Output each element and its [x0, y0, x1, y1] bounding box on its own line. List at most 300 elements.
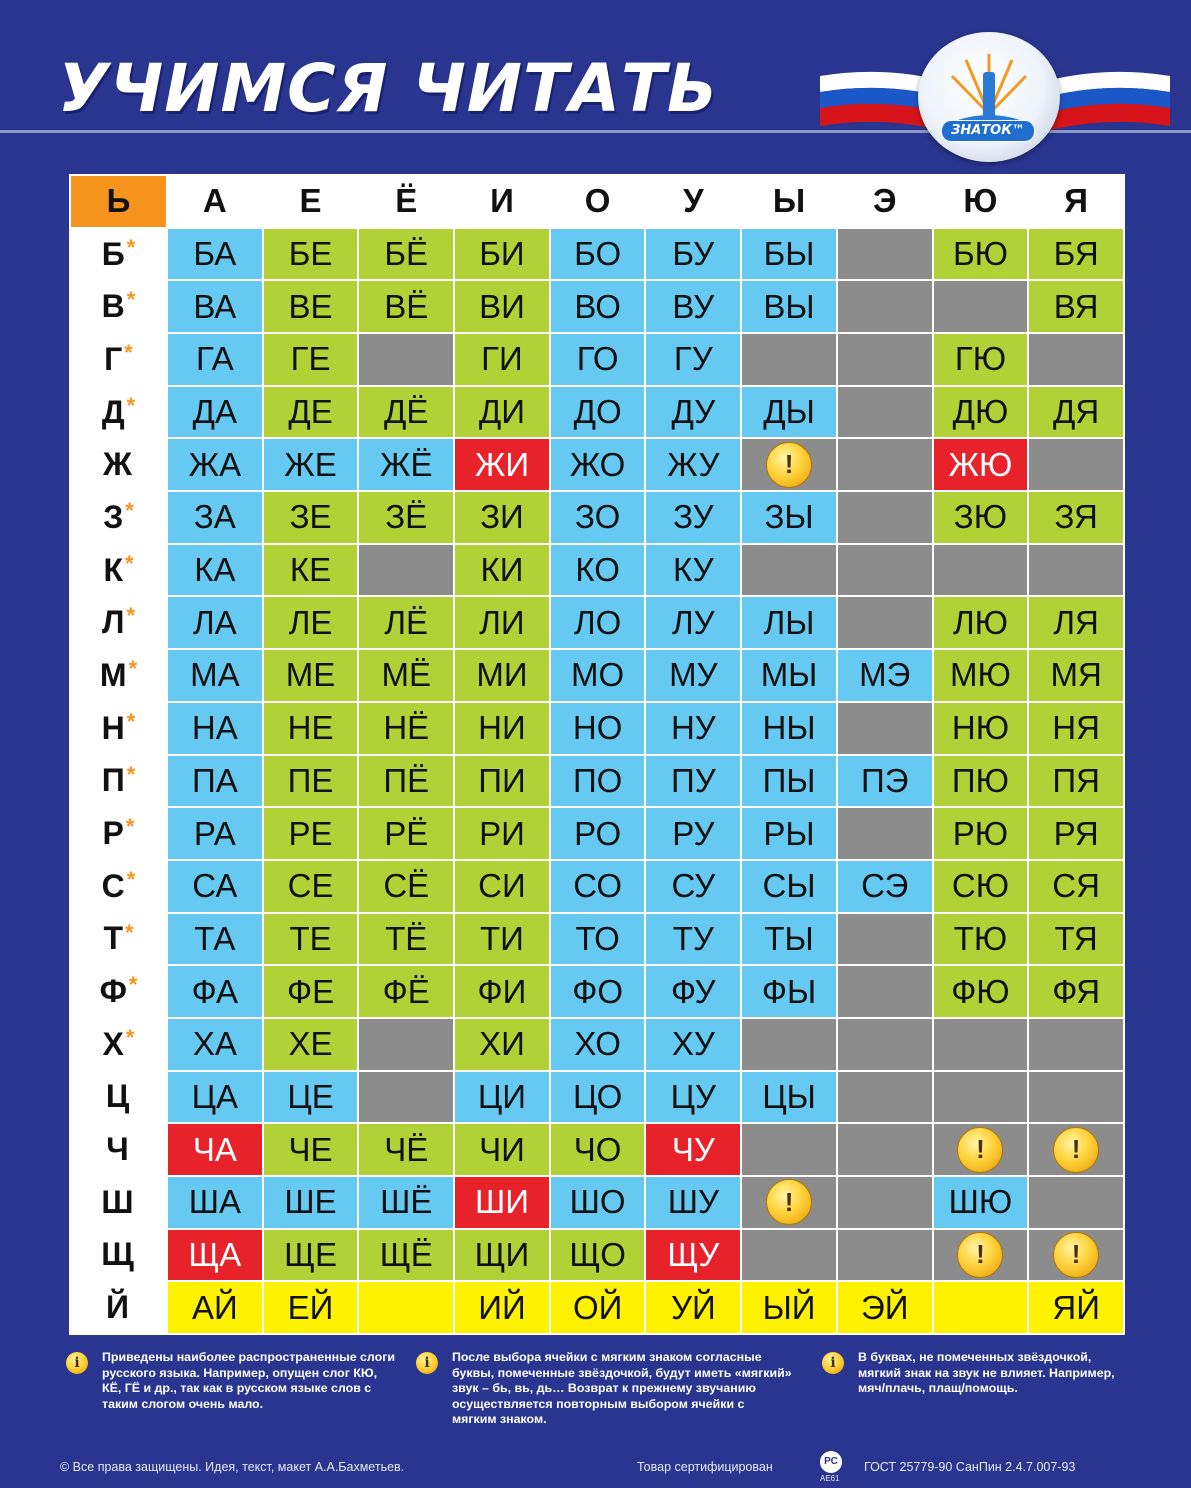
empty-cell: [838, 1019, 932, 1070]
empty-cell: [838, 387, 932, 438]
consonant-header[interactable]: [71, 861, 166, 912]
syllable-cell[interactable]: ШО: [551, 1177, 645, 1228]
empty-cell: [1029, 1072, 1123, 1123]
syllable-cell[interactable]: ВИ: [455, 281, 549, 332]
empty-cell: [1029, 545, 1123, 596]
syllable-cell[interactable]: ЧЁ: [359, 1124, 453, 1175]
empty-cell: [1029, 439, 1123, 490]
syllable-cell[interactable]: ДЕ: [264, 387, 358, 438]
consonant-letter: В: [101, 288, 125, 325]
syllable-cell[interactable]: ЩО: [551, 1230, 645, 1281]
empty-cell: [838, 1230, 932, 1281]
syllable-cell[interactable]: ЗУ: [646, 492, 740, 543]
consonant-letter: Ш: [101, 1183, 134, 1220]
syllable-cell[interactable]: СУ: [646, 861, 740, 912]
consonant-letter: Ж: [103, 446, 132, 483]
syllable-cell[interactable]: ФЁ: [359, 966, 453, 1017]
note-2: После выбора ячейки с мягким знаком согласные буквы, помеченные звёздочкой, будут иметь «мягкий» звук – бь, вь, дь… Возврат к прежнему звучанию осуществляется повторным выбором ячейки с мягким знаком.: [452, 1350, 792, 1426]
syllable-cell[interactable]: НИ: [455, 703, 549, 754]
vowel-header[interactable]: И: [455, 176, 549, 227]
syllable-cell[interactable]: ЗА: [168, 492, 262, 543]
syllable-cell[interactable]: НЮ: [934, 703, 1028, 754]
syllable-cell[interactable]: ТЕ: [264, 914, 358, 965]
syllable-cell[interactable]: МИ: [455, 650, 549, 701]
empty-cell: [838, 808, 932, 859]
syllable-cell[interactable]: НЁ: [359, 703, 453, 754]
empty-cell: [742, 545, 836, 596]
soft-star-icon: *: [126, 287, 136, 313]
info-icon: i: [822, 1352, 844, 1374]
consonant-header[interactable]: [71, 966, 166, 1017]
consonant-header[interactable]: [71, 1072, 166, 1123]
consonant-letter: Г: [104, 340, 123, 377]
consonant-header[interactable]: [71, 1124, 166, 1175]
consonant-letter: С: [101, 867, 125, 904]
copyright: © Все права защищены. Идея, текст, макет А.А.Бахметьев.: [60, 1460, 405, 1474]
soft-star-icon: *: [126, 603, 135, 629]
empty-cell: [359, 1282, 453, 1333]
syllable-cell[interactable]: НУ: [646, 703, 740, 754]
syllable-cell[interactable]: КО: [551, 545, 645, 596]
empty-cell: [838, 1072, 932, 1123]
consonant-header[interactable]: [71, 703, 166, 754]
syllable-cell[interactable]: ГЮ: [934, 334, 1028, 385]
note-1: Приведены наиболее распространенные слоги русского языка. Например, опущен слог КЮ, КЁ, ГЁ и др., так как в русском языке слов с таким слогом очень мало.: [102, 1350, 395, 1411]
syllable-cell[interactable]: ЖУ: [646, 439, 740, 490]
syllable-cell[interactable]: МЮ: [934, 650, 1028, 701]
note-3: В буквах, не помеченных звёздочкой, мягкий знак на звук не влияет. Например, мяч/плачь, плащ/помощь.: [858, 1350, 1115, 1395]
syllable-cell[interactable]: МУ: [646, 650, 740, 701]
syllable-cell[interactable]: ЫЙ: [742, 1282, 836, 1333]
syllable-cell[interactable]: ФЮ: [934, 966, 1028, 1017]
consonant-letter: Й: [106, 1289, 129, 1326]
syllable-cell[interactable]: ФЫ: [742, 966, 836, 1017]
empty-cell: [934, 1072, 1028, 1123]
syllable-cell[interactable]: ВЕ: [264, 281, 358, 332]
empty-cell: [934, 281, 1028, 332]
empty-cell: [1029, 1177, 1123, 1228]
syllable-cell[interactable]: ЗО: [551, 492, 645, 543]
syllable-cell[interactable]: ПЕ: [264, 756, 358, 807]
syllable-cell[interactable]: СА: [168, 861, 262, 912]
soft-sign-cell[interactable]: Ь: [71, 176, 166, 227]
syllable-cell[interactable]: ВУ: [646, 281, 740, 332]
znatok-logo: [918, 32, 1060, 162]
vowel-header[interactable]: Е: [264, 176, 358, 227]
vowel-header[interactable]: О: [551, 176, 645, 227]
syllable-cell[interactable]: ЦЕ: [264, 1072, 358, 1123]
consonant-header[interactable]: [71, 229, 166, 280]
syllable-cell[interactable]: НО: [551, 703, 645, 754]
syllable-cell[interactable]: РЮ: [934, 808, 1028, 859]
syllable-cell[interactable]: УЙ: [646, 1282, 740, 1333]
soft-star-icon: *: [124, 340, 133, 366]
syllable-cell[interactable]: НА: [168, 703, 262, 754]
consonant-letter: Л: [101, 604, 125, 641]
syllable-cell[interactable]: СО: [551, 861, 645, 912]
consonant-letter: М: [99, 656, 127, 693]
syllable-cell[interactable]: БЕ: [264, 229, 358, 280]
syllable-cell[interactable]: ЖО: [551, 439, 645, 490]
syllable-cell[interactable]: ЛЕ: [264, 597, 358, 648]
syllable-cell[interactable]: ТЫ: [742, 914, 836, 965]
syllable-cell[interactable]: ГА: [168, 334, 262, 385]
syllable-cell[interactable]: СЭ: [838, 861, 932, 912]
consonant-letter: Х: [102, 1025, 124, 1062]
consonant-header[interactable]: [71, 1230, 166, 1281]
syllable-cell[interactable]: ВО: [551, 281, 645, 332]
syllable-cell[interactable]: СЯ: [1029, 861, 1123, 912]
syllable-cell[interactable]: ЧУ: [646, 1124, 740, 1175]
logo-badge: ЗНАТОК™: [941, 120, 1035, 142]
info-icon: i: [416, 1352, 438, 1374]
syllable-cell[interactable]: ФО: [551, 966, 645, 1017]
warning-icon: !: [1053, 1127, 1099, 1173]
syllable-cell[interactable]: ЖА: [168, 439, 262, 490]
syllable-cell[interactable]: БЫ: [742, 229, 836, 280]
consonant-header[interactable]: [71, 281, 166, 332]
consonant-header[interactable]: [71, 650, 166, 701]
syllable-cell[interactable]: ПЯ: [1029, 756, 1123, 807]
syllable-cell[interactable]: ШУ: [646, 1177, 740, 1228]
warning-icon: !: [766, 442, 812, 488]
syllable-cell[interactable]: ПИ: [455, 756, 549, 807]
empty-cell: [742, 1124, 836, 1175]
syllable-cell[interactable]: РИ: [455, 808, 549, 859]
vowel-header[interactable]: Ю: [934, 176, 1028, 227]
syllable-cell[interactable]: ЗЫ: [742, 492, 836, 543]
certification-code: АЕ61: [820, 1474, 840, 1483]
empty-cell: [838, 492, 932, 543]
syllable-cell[interactable]: ЛО: [551, 597, 645, 648]
syllable-cell[interactable]: ДЁ: [359, 387, 453, 438]
syllable-cell[interactable]: ДЮ: [934, 387, 1028, 438]
empty-cell: [838, 229, 932, 280]
consonant-letter: П: [101, 762, 125, 799]
consonant-letter: Ц: [105, 1078, 130, 1115]
syllable-cell[interactable]: ТЁ: [359, 914, 453, 965]
syllable-cell[interactable]: ДЯ: [1029, 387, 1123, 438]
syllable-cell[interactable]: ЧЕ: [264, 1124, 358, 1175]
empty-cell: [838, 439, 932, 490]
empty-cell: [838, 966, 932, 1017]
syllable-cell[interactable]: ОЙ: [551, 1282, 645, 1333]
soft-star-icon: *: [125, 1024, 135, 1050]
syllable-cell[interactable]: ФУ: [646, 966, 740, 1017]
soft-star-icon: *: [126, 708, 136, 734]
vowel-header[interactable]: А: [168, 176, 262, 227]
vowel-header[interactable]: Ё: [359, 176, 453, 227]
soft-star-icon: *: [128, 656, 138, 682]
syllable-cell[interactable]: ВА: [168, 281, 262, 332]
warning-cell[interactable]: [742, 1177, 836, 1228]
vowel-header[interactable]: Э: [838, 176, 932, 227]
syllable-cell[interactable]: БИ: [455, 229, 549, 280]
syllable-cell[interactable]: ФЕ: [264, 966, 358, 1017]
vowel-header[interactable]: У: [646, 176, 740, 227]
syllable-cell[interactable]: ФИ: [455, 966, 549, 1017]
empty-cell: [742, 1230, 836, 1281]
syllable-cell[interactable]: ЛЯ: [1029, 597, 1123, 648]
syllable-cell[interactable]: ВЫ: [742, 281, 836, 332]
consonant-header[interactable]: [71, 1282, 166, 1333]
syllable-cell[interactable]: РЯ: [1029, 808, 1123, 859]
consonant-letter: Р: [102, 815, 124, 852]
syllable-cell[interactable]: ТЮ: [934, 914, 1028, 965]
syllable-cell[interactable]: ТИ: [455, 914, 549, 965]
consonant-header[interactable]: [71, 545, 166, 596]
syllable-cell[interactable]: МЕ: [264, 650, 358, 701]
syllable-cell[interactable]: ЕЙ: [264, 1282, 358, 1333]
syllable-cell[interactable]: ФЯ: [1029, 966, 1123, 1017]
consonant-header[interactable]: [71, 1177, 166, 1228]
consonant-header[interactable]: [71, 492, 166, 543]
syllable-cell[interactable]: ЦА: [168, 1072, 262, 1123]
consonant-header[interactable]: [71, 334, 166, 385]
syllable-cell[interactable]: ЗИ: [455, 492, 549, 543]
syllable-cell[interactable]: АЙ: [168, 1282, 262, 1333]
syllable-cell[interactable]: ЛЫ: [742, 597, 836, 648]
vowel-header[interactable]: Ы: [742, 176, 836, 227]
warning-cell[interactable]: [934, 1230, 1028, 1281]
syllable-cell[interactable]: ЛЮ: [934, 597, 1028, 648]
consonant-letter: Т: [103, 920, 123, 957]
consonant-header[interactable]: [71, 808, 166, 859]
syllable-cell[interactable]: МЫ: [742, 650, 836, 701]
syllable-cell[interactable]: КИ: [455, 545, 549, 596]
syllable-cell[interactable]: ДЫ: [742, 387, 836, 438]
syllable-cell[interactable]: СИ: [455, 861, 549, 912]
logo-emblem-icon: [918, 32, 1060, 162]
standards-label: ГОСТ 25779-90 СанПин 2.4.7.007-93: [864, 1460, 1076, 1474]
syllable-cell[interactable]: ЦУ: [646, 1072, 740, 1123]
syllable-cell[interactable]: ТЯ: [1029, 914, 1123, 965]
syllable-cell[interactable]: ЭЙ: [838, 1282, 932, 1333]
consonant-letter: З: [103, 498, 124, 535]
syllable-cell[interactable]: ХИ: [455, 1019, 549, 1070]
syllable-cell[interactable]: МО: [551, 650, 645, 701]
warning-cell[interactable]: [1029, 1124, 1123, 1175]
syllable-cell[interactable]: ЩА: [168, 1230, 262, 1281]
empty-cell: [934, 545, 1028, 596]
syllable-cell[interactable]: МА: [168, 650, 262, 701]
syllable-cell[interactable]: РУ: [646, 808, 740, 859]
empty-cell: [838, 597, 932, 648]
syllable-cell[interactable]: КУ: [646, 545, 740, 596]
warning-icon: !: [1053, 1232, 1099, 1278]
empty-cell: [838, 1177, 932, 1228]
empty-cell: [838, 281, 932, 332]
syllable-cell[interactable]: МЭ: [838, 650, 932, 701]
syllable-cell[interactable]: ЛИ: [455, 597, 549, 648]
syllable-cell[interactable]: НЯ: [1029, 703, 1123, 754]
syllable-cell[interactable]: МЯ: [1029, 650, 1123, 701]
consonant-letter: Н: [101, 709, 125, 746]
syllable-cell[interactable]: ШЁ: [359, 1177, 453, 1228]
empty-cell: [838, 1124, 932, 1175]
syllable-cell[interactable]: ЛА: [168, 597, 262, 648]
syllable-cell[interactable]: БО: [551, 229, 645, 280]
syllable-cell[interactable]: НЕ: [264, 703, 358, 754]
syllable-cell[interactable]: ВЁ: [359, 281, 453, 332]
syllable-cell[interactable]: ВЯ: [1029, 281, 1123, 332]
syllable-cell[interactable]: СЫ: [742, 861, 836, 912]
syllable-cell[interactable]: ПЫ: [742, 756, 836, 807]
syllable-cell[interactable]: ЩЁ: [359, 1230, 453, 1281]
empty-cell: [359, 1019, 453, 1070]
syllable-cell[interactable]: ЦЫ: [742, 1072, 836, 1123]
warning-cell[interactable]: [1029, 1230, 1123, 1281]
syllable-cell[interactable]: ЦИ: [455, 1072, 549, 1123]
soft-star-icon: *: [125, 814, 135, 840]
soft-star-icon: *: [126, 761, 136, 787]
consonant-header[interactable]: [71, 756, 166, 807]
syllable-cell[interactable]: ШЕ: [264, 1177, 358, 1228]
syllable-cell[interactable]: ЩЕ: [264, 1230, 358, 1281]
syllable-cell[interactable]: ШИ: [455, 1177, 549, 1228]
warning-cell[interactable]: [742, 439, 836, 490]
syllable-cell[interactable]: РЁ: [359, 808, 453, 859]
syllable-cell[interactable]: ГУ: [646, 334, 740, 385]
syllable-cell[interactable]: ХА: [168, 1019, 262, 1070]
vowel-header[interactable]: Я: [1029, 176, 1123, 227]
syllable-cell[interactable]: ПЁ: [359, 756, 453, 807]
syllable-cell[interactable]: ХУ: [646, 1019, 740, 1070]
syllable-cell[interactable]: ПЮ: [934, 756, 1028, 807]
soft-star-icon: *: [124, 550, 134, 576]
soft-star-icon: *: [128, 972, 138, 998]
syllable-cell[interactable]: ИЙ: [455, 1282, 549, 1333]
syllable-cell[interactable]: ПУ: [646, 756, 740, 807]
consonant-header[interactable]: [71, 1019, 166, 1070]
syllable-cell[interactable]: БЮ: [934, 229, 1028, 280]
consonant-letter: Д: [101, 393, 125, 430]
soft-star-icon: *: [124, 919, 134, 945]
empty-cell: [359, 334, 453, 385]
syllable-cell[interactable]: ЗЕ: [264, 492, 358, 543]
syllable-cell[interactable]: ЛЁ: [359, 597, 453, 648]
empty-cell: [838, 703, 932, 754]
syllable-cell[interactable]: ПО: [551, 756, 645, 807]
empty-cell: [359, 545, 453, 596]
soft-star-icon: *: [125, 498, 134, 524]
syllable-cell[interactable]: ЩИ: [455, 1230, 549, 1281]
consonant-header[interactable]: [71, 914, 166, 965]
syllable-cell[interactable]: ПА: [168, 756, 262, 807]
syllable-cell[interactable]: БУ: [646, 229, 740, 280]
syllable-cell[interactable]: БЁ: [359, 229, 453, 280]
consonant-letter: К: [103, 551, 123, 588]
syllable-cell[interactable]: ЖЁ: [359, 439, 453, 490]
syllable-cell[interactable]: ПЭ: [838, 756, 932, 807]
syllable-cell[interactable]: ЗЁ: [359, 492, 453, 543]
warning-icon: !: [957, 1127, 1003, 1173]
empty-cell: [934, 1282, 1028, 1333]
syllable-cell[interactable]: ЗЯ: [1029, 492, 1123, 543]
consonant-header[interactable]: [71, 387, 166, 438]
soft-star-icon: *: [126, 392, 136, 418]
syllable-cell[interactable]: ТУ: [646, 914, 740, 965]
syllable-cell[interactable]: ТА: [168, 914, 262, 965]
syllable-table: [69, 174, 1125, 1335]
syllable-cell[interactable]: ША: [168, 1177, 262, 1228]
syllable-cell[interactable]: ЖЕ: [264, 439, 358, 490]
syllable-cell[interactable]: ЦО: [551, 1072, 645, 1123]
warning-icon: !: [957, 1232, 1003, 1278]
syllable-cell[interactable]: БЯ: [1029, 229, 1123, 280]
syllable-cell[interactable]: СЁ: [359, 861, 453, 912]
syllable-cell[interactable]: НЫ: [742, 703, 836, 754]
syllable-cell[interactable]: ЛУ: [646, 597, 740, 648]
warning-icon: !: [766, 1179, 812, 1225]
page-title: УЧИМСЯ ЧИТАТЬ: [58, 50, 719, 127]
syllable-cell[interactable]: КЕ: [264, 545, 358, 596]
info-icon: i: [66, 1352, 88, 1374]
syllable-cell[interactable]: ЧА: [168, 1124, 262, 1175]
syllable-cell[interactable]: ХЕ: [264, 1019, 358, 1070]
empty-cell: [838, 545, 932, 596]
syllable-cell[interactable]: ЖЮ: [934, 439, 1028, 490]
syllable-cell[interactable]: ГЕ: [264, 334, 358, 385]
empty-cell: [838, 334, 932, 385]
syllable-cell[interactable]: ДУ: [646, 387, 740, 438]
syllable-cell[interactable]: ХО: [551, 1019, 645, 1070]
syllable-cell[interactable]: ЯЙ: [1029, 1282, 1123, 1333]
syllable-cell[interactable]: ЖИ: [455, 439, 549, 490]
syllable-cell[interactable]: ФА: [168, 966, 262, 1017]
syllable-cell[interactable]: ДО: [551, 387, 645, 438]
consonant-letter: Ф: [99, 973, 127, 1010]
syllable-cell[interactable]: ШЮ: [934, 1177, 1028, 1228]
warning-cell[interactable]: [934, 1124, 1028, 1175]
syllable-cell[interactable]: ТО: [551, 914, 645, 965]
syllable-cell[interactable]: ГО: [551, 334, 645, 385]
syllable-cell[interactable]: МЁ: [359, 650, 453, 701]
syllable-cell[interactable]: ДИ: [455, 387, 549, 438]
empty-cell: [742, 1019, 836, 1070]
certified-label: Товар сертифицирован: [637, 1460, 773, 1474]
syllable-cell[interactable]: ЗЮ: [934, 492, 1028, 543]
consonant-letter: Ч: [106, 1131, 129, 1168]
syllable-cell[interactable]: ЧО: [551, 1124, 645, 1175]
empty-cell: [742, 334, 836, 385]
consonant-header[interactable]: [71, 597, 166, 648]
syllable-cell[interactable]: РЕ: [264, 808, 358, 859]
syllable-cell[interactable]: СЮ: [934, 861, 1028, 912]
syllable-cell[interactable]: ЩУ: [646, 1230, 740, 1281]
empty-cell: [838, 914, 932, 965]
empty-cell: [359, 1072, 453, 1123]
soft-star-icon: *: [126, 234, 136, 260]
empty-cell: [1029, 334, 1123, 385]
syllable-cell[interactable]: КА: [168, 545, 262, 596]
syllable-cell[interactable]: ЧИ: [455, 1124, 549, 1175]
consonant-letter: Б: [101, 235, 125, 272]
syllable-cell[interactable]: РЫ: [742, 808, 836, 859]
consonant-letter: Щ: [101, 1236, 134, 1273]
syllable-cell[interactable]: РА: [168, 808, 262, 859]
consonant-header[interactable]: [71, 439, 166, 490]
syllable-cell[interactable]: ДА: [168, 387, 262, 438]
syllable-cell[interactable]: РО: [551, 808, 645, 859]
syllable-cell[interactable]: ГИ: [455, 334, 549, 385]
soft-star-icon: *: [126, 866, 136, 892]
syllable-cell[interactable]: БА: [168, 229, 262, 280]
empty-cell: [934, 1019, 1028, 1070]
empty-cell: [1029, 1019, 1123, 1070]
certification-mark-icon: РС: [820, 1451, 842, 1473]
syllable-cell[interactable]: СЕ: [264, 861, 358, 912]
